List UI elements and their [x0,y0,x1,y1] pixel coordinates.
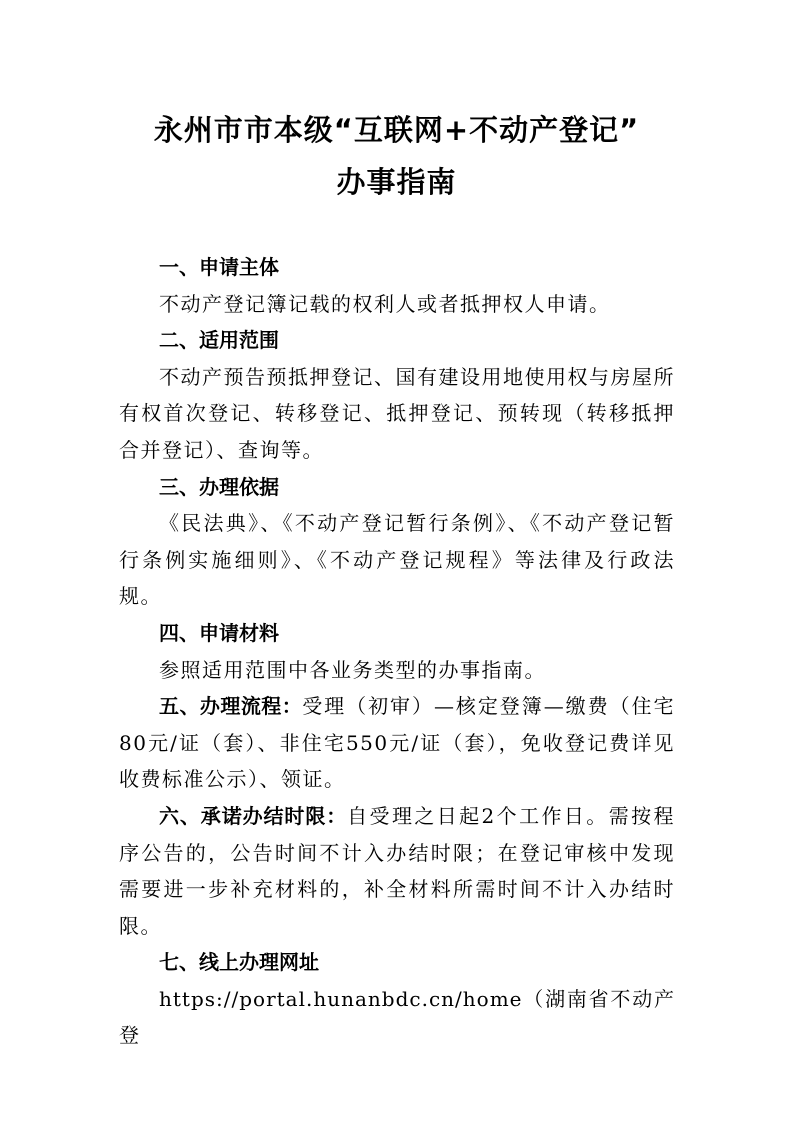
section-heading-time-limit: 六、承诺办结时限： [159,803,348,828]
section-heading-materials: 四、申请材料 [159,620,279,645]
section-body-process: 受理（初审）—核定登簿—缴费（住宅80元/证（套）、非住宅550元/证（套），免收登记费详见收费标准公示）、领证。 [119,694,676,792]
section-heading-basis: 三、办理依据 [159,474,279,499]
section-heading-scope: 二、适用范围 [159,328,279,353]
section-heading-online-url: 七、线上办理网址 [159,950,319,975]
section-body-materials: 参照适用范围中各业务类型的办事指南。 [159,657,546,682]
section-body-time-limit: 自受理之日起2个工作日。需按程序公告的，公告时间不计入办结时限；在登记审核中发现需要进一步补充材料的，补全材料所需时间不计入办结时限。 [119,803,676,938]
section-body-online-url: https://portal.hunanbdc.cn/home（湖南省不动产登 [119,986,675,1048]
section-body-scope: 不动产预告预抵押登记、国有建设用地使用权与房屋所有权首次登记、转移登记、抵押登记、预转现（转移抵押合并登记）、查询等。 [119,364,675,462]
section-time-limit [119,798,675,944]
section-process [119,688,675,798]
section-heading-applicant: 一、申请主体 [159,255,279,279]
section-heading-process: 五、办理流程： [159,694,303,719]
document-title-line-2: 办事指南 [336,165,457,199]
document-body [119,249,675,1054]
section-body-basis: 《民法典》、《不动产登记暂行条例》、《不动产登记暂行条例实施细则》、《不动产登记规程》等法律及行政法规。 [119,511,675,609]
section-body-applicant: 不动产登记簿记载的权利人或者抵押权人申请。 [159,291,611,316]
document-title-line-1: 永州市市本级“互联网+不动产登记” [153,113,640,147]
